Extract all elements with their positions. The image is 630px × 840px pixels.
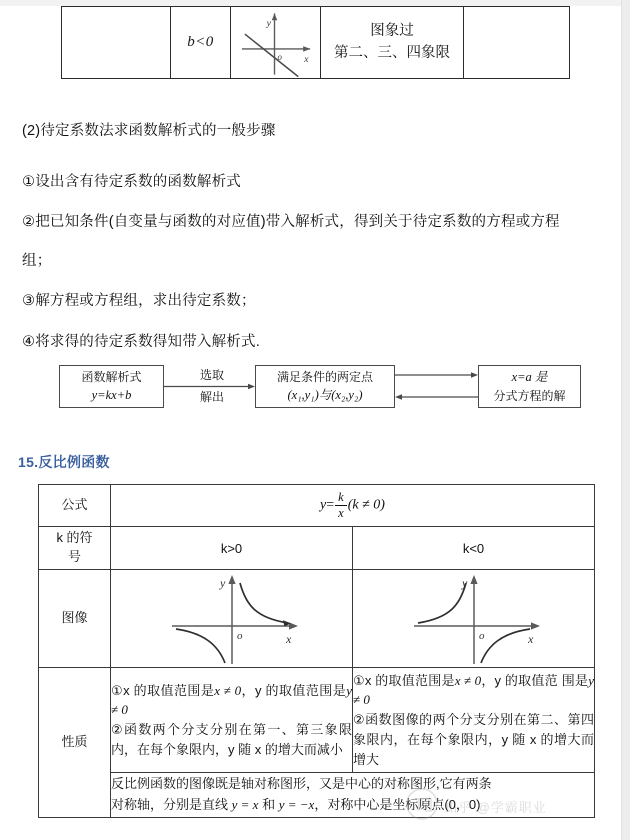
flow-box2-line2: (x₁,y₁)与(x₂,y₂): [287, 388, 363, 403]
prop-right-1e: y ≠ 0: [353, 672, 594, 708]
prop-right-1d: 围是: [561, 672, 589, 688]
axis-label-y: y: [266, 18, 271, 30]
graph-axis-label-y: y: [219, 576, 225, 590]
quadrant-line-1: 图象过: [370, 23, 414, 40]
top-table-cell-graph: [231, 7, 321, 78]
step-2-text-line1: ②把已知条件(自变量与函数的对应值)带入解析式，得到关于待定系数的方程或方程: [22, 214, 560, 230]
top-table-cell-quadrant: [321, 7, 464, 78]
prop-right-1a: ①x 的取值范围是: [353, 672, 455, 688]
prop-left-1a: ①x 的取值范围是: [111, 682, 215, 698]
graph-axis-label-y: y: [461, 576, 467, 590]
graph-cell-k-positive: [111, 570, 353, 668]
row-label-k-sign: [39, 527, 111, 570]
table-row-symmetry: [39, 773, 595, 818]
hyperbola-graph-k-positive: [152, 571, 312, 666]
flow-box3-line2: 分式方程的解: [493, 388, 566, 403]
connector-label-line1: 选取: [199, 368, 224, 382]
top-table-cell-empty-left: [62, 7, 171, 78]
formula-denominator: x: [338, 505, 344, 520]
flowchart: [0, 358, 630, 432]
table-row-properties: [39, 668, 595, 773]
quadrant-line-2: 第二、三、四象限: [334, 44, 450, 61]
flow-box3-line1: x=a 是: [511, 369, 548, 384]
symmetry-2b: y = x: [231, 797, 259, 812]
formula-fraction: [335, 490, 347, 520]
row-label-graph: 图像: [39, 570, 111, 668]
quadrant-description: [334, 21, 450, 63]
property-left-item-1: [111, 681, 352, 721]
properties-cell-k-positive: [111, 668, 353, 773]
property-left-item-2: ②函数两个分支分别在第一、第三象限内，在每个象限内，y 随 x 的增大而减小: [111, 722, 352, 757]
graph-axis-label-origin: o: [478, 630, 484, 642]
flowchart-box-two-points: [255, 365, 395, 408]
property-right-item-1: [353, 671, 594, 711]
table-row-formula: [39, 485, 595, 527]
prop-left-1d: 的取值范围是: [265, 682, 347, 698]
flow-box2-line1: 满足条件的两定点: [276, 369, 373, 384]
inverse-proportional-function-table: [38, 484, 595, 818]
graph-axis-label-origin: o: [236, 630, 242, 642]
axis-label-origin: o: [277, 51, 282, 62]
formula-condition: (k ≠ 0): [347, 497, 385, 513]
graph-axis-label-x: x: [285, 632, 291, 646]
symmetry-line-2: [111, 795, 594, 816]
formula-y: y: [320, 497, 327, 513]
prop-left-1c: ，y: [241, 682, 262, 698]
top-table-cell-empty-right: [464, 7, 569, 78]
symmetry-description-cell: [111, 773, 595, 818]
section-heading-inverse-proportional: 15.反比例函数: [18, 454, 110, 470]
step-3-text: ③解方程或方程组，求出待定系数；: [22, 293, 256, 309]
symmetry-2e: ，对称中心是坐标原点(0，0): [314, 797, 481, 812]
connector-label-line2: 解出: [199, 390, 224, 405]
step-4-text: ④将求得的待定系数得知带入解析式.: [22, 334, 260, 350]
k-negative-cell: k<0: [353, 527, 595, 570]
prop-left-1b: x ≠ 0: [214, 682, 242, 698]
prop-right-1b: x ≠ 0: [454, 672, 482, 688]
symmetry-2a: 对称轴，分别是直线: [111, 797, 229, 812]
flow-box1-line1: 函数解析式: [81, 369, 142, 384]
properties-cell-k-negative: [353, 668, 595, 773]
graph-axis-label-x: x: [527, 632, 533, 646]
page-edge-strip: [621, 0, 630, 840]
step-2-text-line2: 组；: [22, 253, 52, 269]
formula-equals: =: [326, 497, 335, 513]
flowchart-box-solution: [478, 365, 581, 408]
b-condition-label: b<0: [187, 34, 214, 50]
k-sign-label-line1: k 的符: [56, 530, 93, 546]
k-positive-cell: k>0: [111, 527, 353, 570]
flow-box1-line2: y=kx+b: [91, 388, 132, 403]
graph-cell-k-negative: [353, 570, 595, 668]
symmetry-2d: y = −x: [278, 797, 315, 812]
k-sign-label-line2: 号: [67, 549, 81, 564]
watermark-text: 知乎 @学霸职业: [444, 800, 547, 815]
subsection-heading: (2)待定系数法求函数解析式的一般步骤: [22, 123, 276, 139]
prop-left-1e: y ≠ 0: [111, 682, 352, 718]
property-right-item-2: ②函数图像的两个分支分别在第二、第四象限内，在每个象限内，y 随 x 的增大而增大: [353, 712, 595, 767]
table-row-graph: [39, 570, 595, 668]
row-label-formula: 公式: [39, 485, 111, 527]
prop-right-1c: ，y 的取值范: [481, 672, 558, 688]
formula-value-cell: [111, 485, 595, 527]
flowchart-connector-label: [179, 364, 245, 408]
formula-numerator: k: [335, 490, 347, 505]
axis-label-x: x: [304, 53, 309, 65]
table-row-k-sign: [39, 527, 595, 570]
symmetry-2c: 和: [262, 797, 276, 812]
top-table-cell-condition: [171, 7, 231, 78]
step-1-text: ①设出含有待定系数的函数解析式: [22, 174, 241, 190]
top-table: [61, 6, 570, 79]
flowchart-box-function-expression: [59, 365, 164, 408]
negative-slope-line-graph: [231, 7, 320, 78]
hyperbola-graph-k-negative: [394, 571, 554, 666]
row-label-properties: 性质: [39, 668, 111, 818]
symmetry-line-1: 反比例函数的图像既是轴对称图形，又是中心的对称图形,它有两条: [111, 776, 492, 792]
